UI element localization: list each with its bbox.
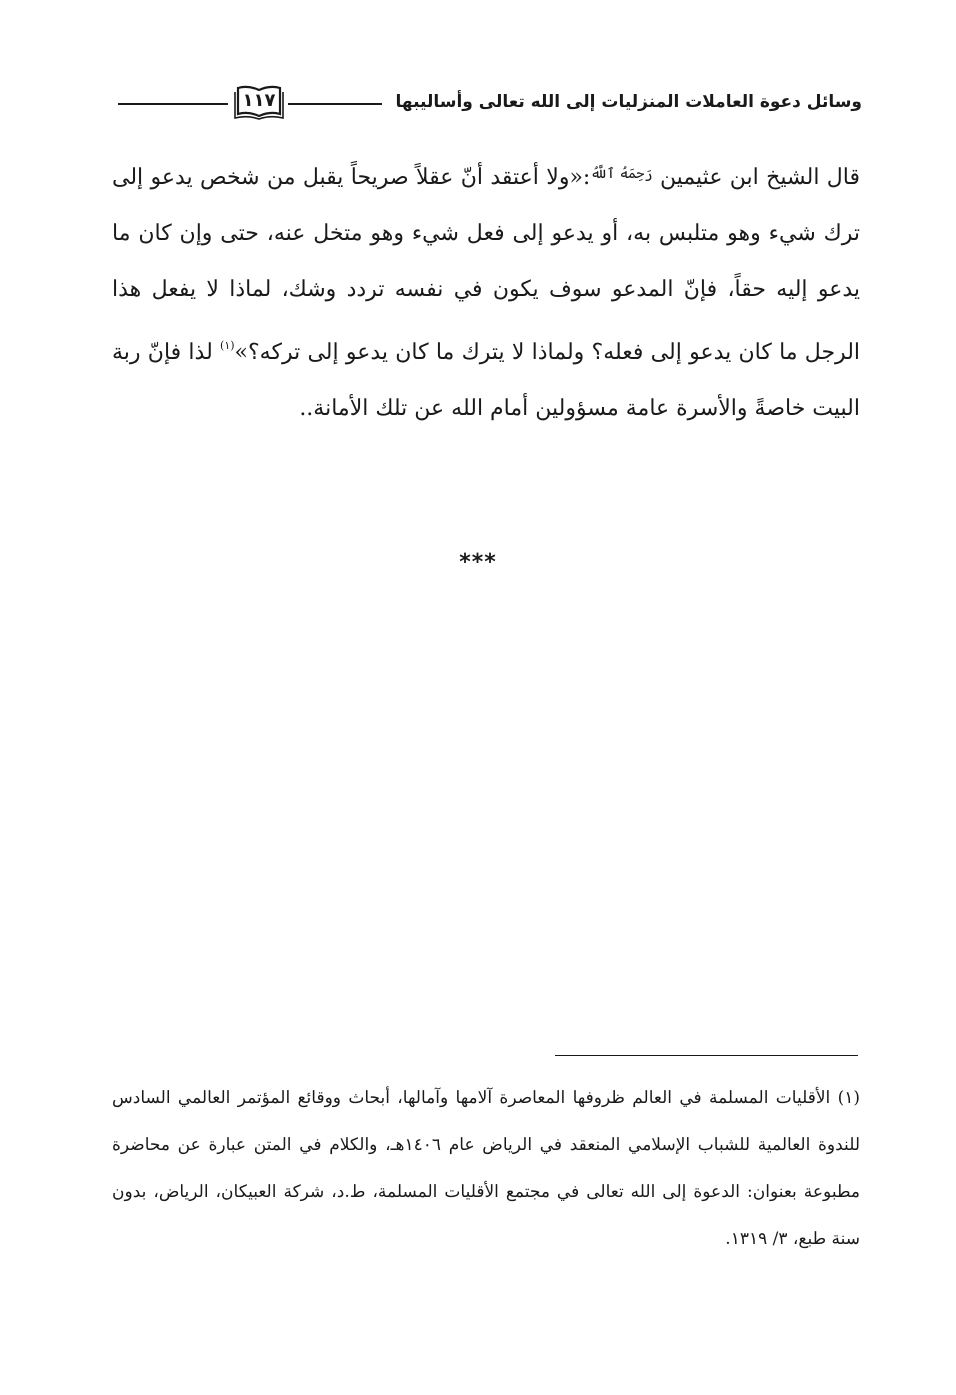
quote-intro: قال الشيخ ابن عثيمين <box>659 165 860 190</box>
page-number-badge <box>234 84 284 120</box>
honorific-mark: رَحِمَهُ ٱللَّهُ <box>590 166 653 182</box>
page-header <box>110 82 862 126</box>
page-number: ١١٧ <box>242 90 276 111</box>
footnote-rule <box>555 1055 858 1056</box>
footnote-reference: (١) <box>220 339 235 352</box>
main-paragraph <box>112 146 860 437</box>
header-rule-left <box>118 103 228 105</box>
header-rule-middle <box>288 103 382 105</box>
running-header-title: وسائل دعوة العاملات المنزليات إلى الله تعالى وأساليبها <box>395 92 862 112</box>
conclusion-text: لذا فإنّ ربة البيت خاصةً والأسرة عامة مسؤولين أمام الله عن تلك الأمانة.. <box>112 340 860 421</box>
section-separator: *** <box>459 550 497 575</box>
footnote <box>112 1075 860 1263</box>
footnote-text: (١) الأقليات المسلمة في العالم ظروفها المعاصرة آلامها وآمالها، أبحاث ووقائع المؤتمر العالمي السادس للندوة العالمية للشباب الإسلامي المنعقد في الرياض عام ١٤٠٦هـ، والكلام في المتن عبارة عن محاضرة مطبوعة بعنوان: الدعوة إلى الله تعالى في مجتمع الأقليات المسلمة، ط.د، شركة العبيكان، الرياض، بدون سنة طبع، ٣/ ١٣١٩. <box>112 1088 860 1249</box>
quote-text: :«ولا أعتقد أنّ عقلاً صريحاً يقبل من شخص يدعو إلى ترك شيء وهو متلبس به، أو يدعو إلى فعل شيء وهو متخل عنه، حتى وإن كان ما يدعو إليه حقاً، فإنّ المدعو سوف يكون في نفسه تردد وشك، لماذا لا يفعل هذا الرجل ما كان يدعو إلى فعله؟ ولماذا لا يترك ما كان يدعو إلى تركه؟» <box>112 165 861 365</box>
